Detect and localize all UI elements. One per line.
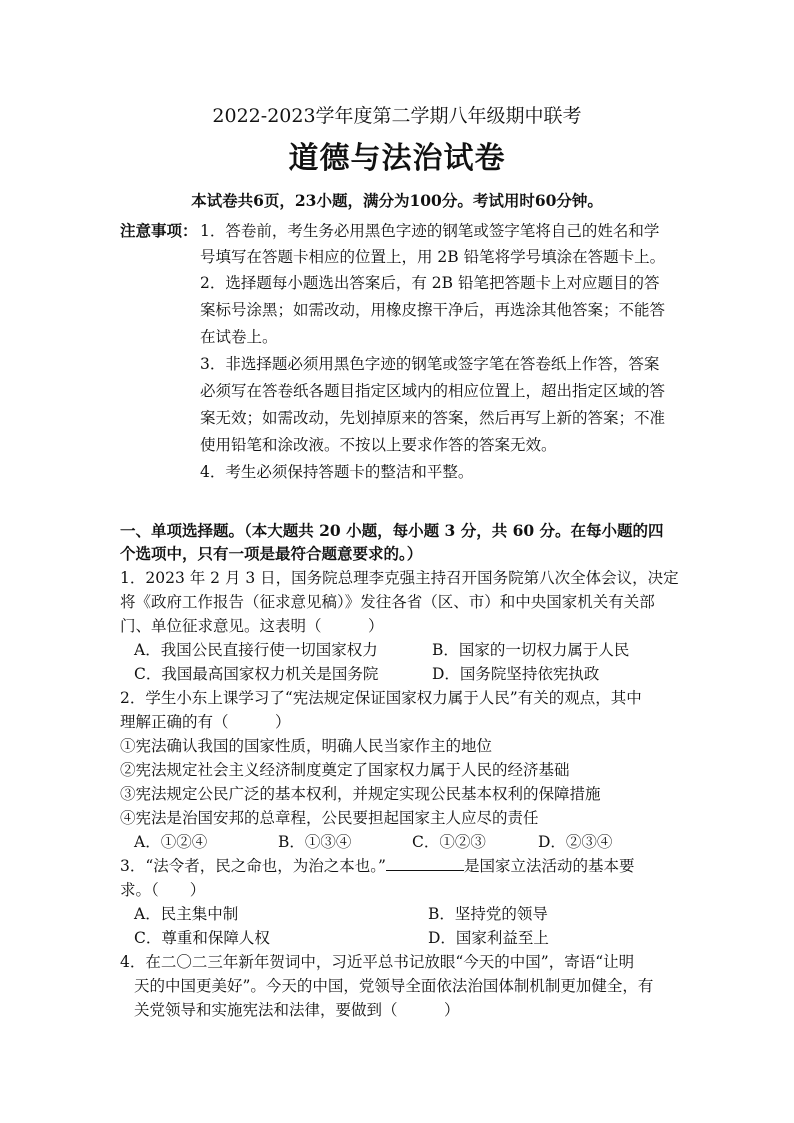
notice-line: 案标号涂黑；如需改动，用橡皮擦干净后，再选涂其他答案；不能答 (200, 301, 666, 319)
question-3-text (120, 855, 634, 877)
question-3-text: 求。（ ） (120, 881, 206, 899)
question-2-statement: ④宪法是治国安邦的总章程，公民要担起国家主人应尽的责任 (120, 809, 539, 827)
section-heading: 个选项中，只有一项是最符合题意要求的。） (120, 544, 423, 563)
question-2-text: 理解正确的有（ ） (120, 713, 291, 731)
question-1-option-a: A．我国公民直接行使一切国家权力 (134, 641, 378, 659)
question-2-statement: ①宪法确认我国的国家性质，明确人民当家作主的地位 (120, 737, 493, 755)
question-1-option-b: B．国家的一切权力属于人民 (432, 641, 630, 659)
question-3-option-c: C．尊重和保障人权 (134, 929, 270, 947)
question-2-option-b: B．①③④ (278, 833, 352, 851)
question-2-option-a: A．①②④ (134, 833, 208, 851)
question-3-prefix: 3．“法令者，民之命也，为治之本也。” (120, 857, 386, 875)
question-4-text: 4．在二〇二三年新年贺词中，习近平总书记放眼“今天的中国”，寄语“让明 (120, 953, 635, 971)
question-1-option-d: D．国务院坚持依宪执政 (432, 665, 600, 683)
section-heading: 一、单项选择题。（本大题共 20 小题，每小题 3 分，共 60 分。在每小题的四 (120, 521, 664, 540)
exam-title: 2022-2023学年度第二学期八年级期中联考 (212, 105, 582, 127)
notice-line: 号填写在答题卡相应的位置上，用 2B 铅笔将学号填涂在答题卡上。 (200, 248, 666, 266)
notice-line: 必须写在答卷纸各题目指定区域内的相应位置上，超出指定区域的答 (200, 382, 666, 400)
question-3-option-b: B．坚持党的领导 (428, 905, 548, 923)
notice-line: 1．答卷前，考生务必用黑色字迹的钢笔或签字笔将自己的姓名和学 (200, 222, 660, 240)
question-1-text: 1．2023 年 2 月 3 日，国务院总理李克强主持召开国务院第八次全体会议，决定 (120, 569, 679, 587)
notice-line: 2．选择题每小题选出答案后，有 2B 铅笔把答题卡上对应题目的答 (200, 274, 660, 292)
question-2-option-d: D．②③④ (538, 833, 613, 851)
question-4-text: 天的中国更美好”。今天的中国，党领导全面依法治国体制机制更加健全，有 (134, 977, 654, 995)
question-3-suffix: 是国家立法活动的基本要 (463, 857, 635, 875)
notice-line: 4．考生必须保持答题卡的整洁和平整。 (200, 463, 474, 481)
subject-title: 道德与法治试卷 (288, 141, 506, 176)
question-3-option-d: D．国家利益至上 (428, 929, 549, 947)
question-1-option-c: C．我国最高国家权力机关是国务院 (134, 665, 379, 683)
notice-line: 在试卷上。 (200, 328, 278, 346)
question-3-option-a: A．民主集中制 (134, 905, 239, 923)
question-1-text: 将《政府工作报告（征求意见稿）》发往各省（区、市）和中央国家机关有关部 (120, 593, 655, 611)
question-4-text: 关党领导和实施宪法和法律，要做到（ ） (134, 1001, 460, 1019)
exam-info: 本试卷共6页，23小题，满分为100分。考试用时60分钟。 (191, 191, 603, 210)
notice-label: 注意事项： (120, 221, 198, 240)
question-2-text: 2．学生小东上课学习了“宪法规定保证国家权力属于人民”有关的观点，其中 (120, 689, 642, 707)
answer-blank (386, 856, 464, 871)
question-2-option-c: C．①②③ (412, 833, 486, 851)
notice-line: 3．非选择题必须用黑色字迹的钢笔或签字笔在答卷纸上作答，答案 (200, 355, 660, 373)
question-2-statement: ③宪法规定公民广泛的基本权利，并规定实现公民基本权利的保障措施 (120, 785, 601, 803)
question-1-text: 门、单位征求意见。这表明（ ） (120, 617, 384, 635)
notice-line: 使用铅笔和涂改液。不按以上要求作答的答案无效。 (200, 436, 557, 454)
notice-line: 案无效；如需改动，先划掉原来的答案，然后再写上新的答案；不准 (200, 409, 666, 427)
question-2-statement: ②宪法规定社会主义经济制度奠定了国家权力属于人民的经济基础 (120, 761, 570, 779)
